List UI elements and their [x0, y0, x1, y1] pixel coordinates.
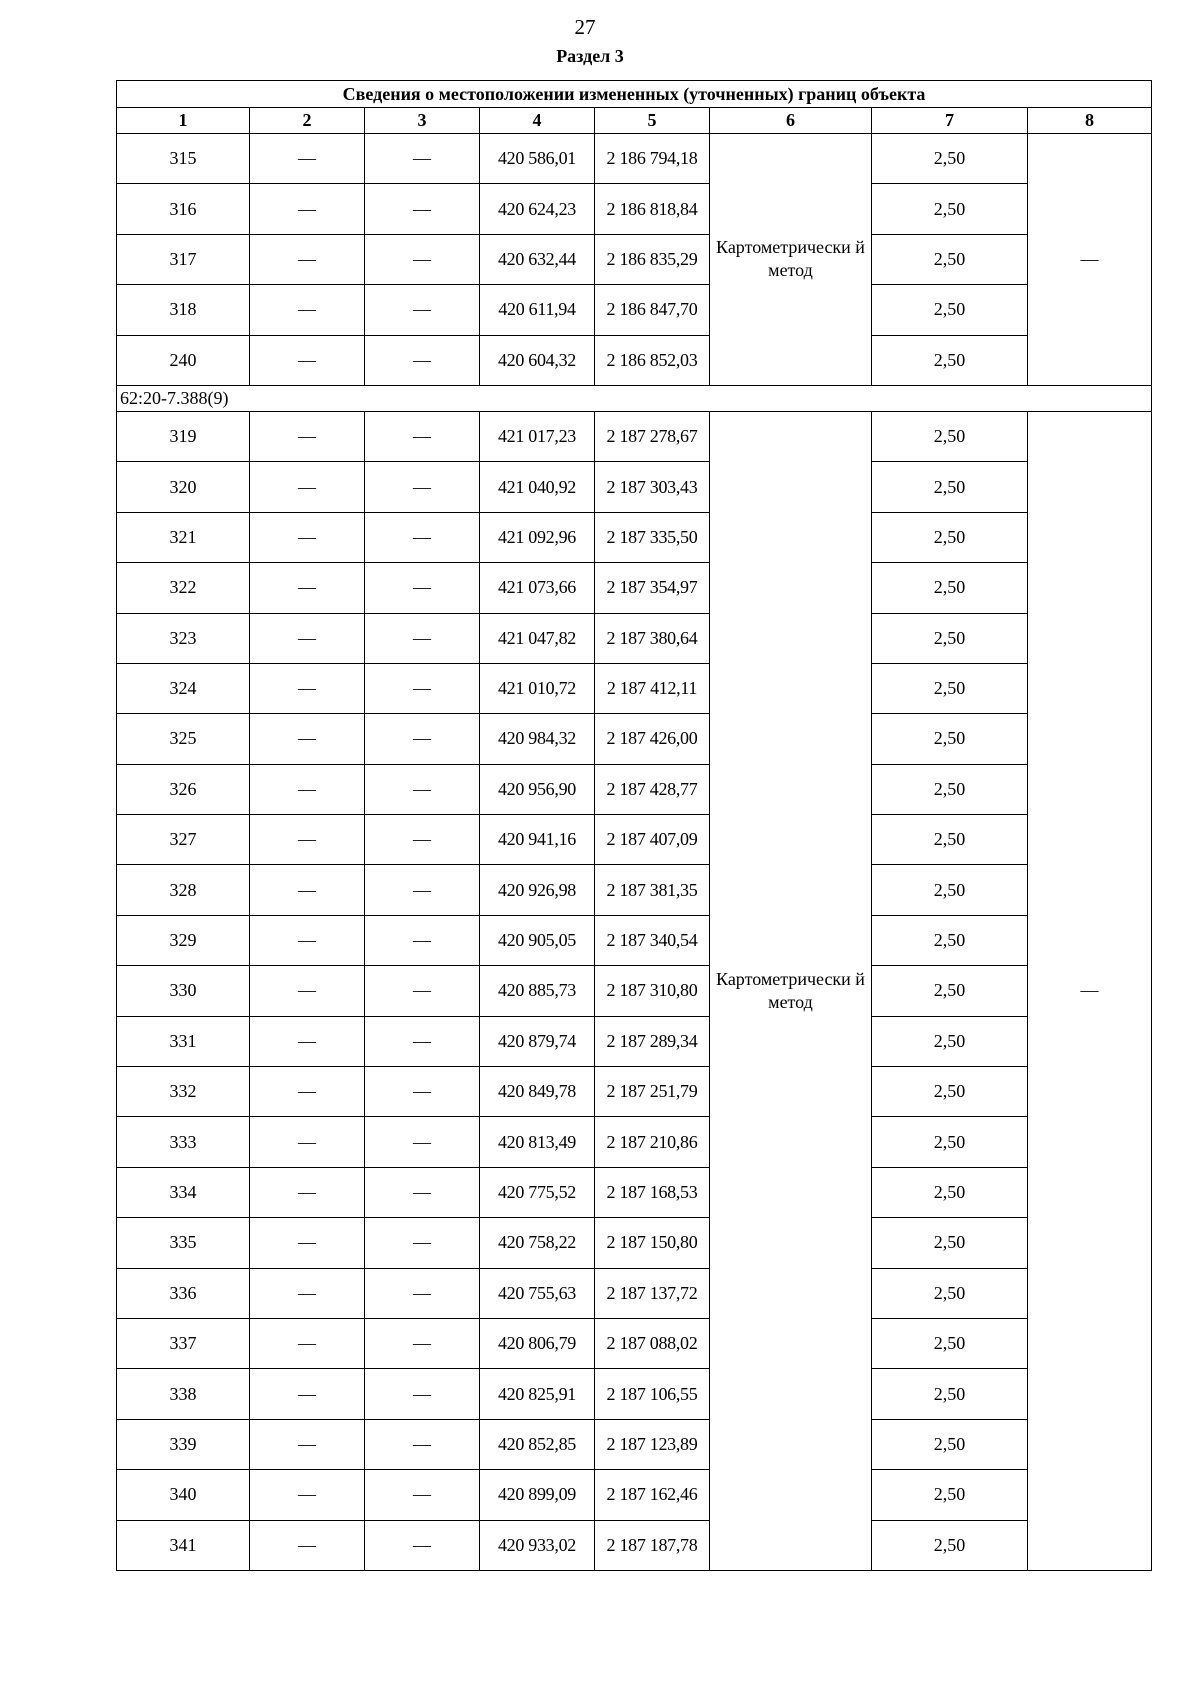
accuracy-cell: 2,50 — [872, 865, 1028, 915]
column-2-cell: — — [250, 1520, 365, 1570]
accuracy-cell: 2,50 — [872, 1318, 1028, 1368]
column-3-cell: — — [365, 1016, 480, 1066]
point-number-cell: 327 — [117, 815, 250, 865]
y-coordinate-cell: 2 187 187,78 — [595, 1520, 710, 1570]
x-coordinate-cell: 420 933,02 — [480, 1520, 595, 1570]
accuracy-cell: 2,50 — [872, 1016, 1028, 1066]
column-2-cell: — — [250, 714, 365, 764]
accuracy-cell: 2,50 — [872, 1067, 1028, 1117]
column-3-cell: — — [365, 1520, 480, 1570]
column-3-cell: — — [365, 134, 480, 184]
y-coordinate-cell: 2 187 123,89 — [595, 1419, 710, 1469]
column-3-cell: — — [365, 915, 480, 965]
method-cell: Картометрически й метод — [710, 411, 872, 1570]
column-2-cell: — — [250, 563, 365, 613]
column-3-cell: — — [365, 512, 480, 562]
table-body — [117, 134, 1152, 1571]
y-coordinate-cell: 2 186 818,84 — [595, 184, 710, 234]
accuracy-cell: 2,50 — [872, 663, 1028, 713]
x-coordinate-cell: 420 849,78 — [480, 1067, 595, 1117]
x-coordinate-cell: 420 941,16 — [480, 815, 595, 865]
y-coordinate-cell: 2 187 407,09 — [595, 815, 710, 865]
column-2-cell: — — [250, 512, 365, 562]
point-number-cell: 333 — [117, 1117, 250, 1167]
x-coordinate-cell: 420 879,74 — [480, 1016, 595, 1066]
accuracy-cell: 2,50 — [872, 234, 1028, 284]
column-2-cell: — — [250, 1117, 365, 1167]
table-row — [117, 1016, 1152, 1066]
point-number-cell: 318 — [117, 285, 250, 335]
y-coordinate-cell: 2 187 412,11 — [595, 663, 710, 713]
y-coordinate-cell: 2 187 428,77 — [595, 764, 710, 814]
column-2-cell: — — [250, 1470, 365, 1520]
group-label-row — [117, 385, 1152, 411]
accuracy-cell: 2,50 — [872, 563, 1028, 613]
column-3-cell: — — [365, 1117, 480, 1167]
table-row — [117, 915, 1152, 965]
column-2-cell: — — [250, 184, 365, 234]
table-row — [117, 234, 1152, 284]
y-coordinate-cell: 2 187 426,00 — [595, 714, 710, 764]
table-row — [117, 1470, 1152, 1520]
point-number-cell: 316 — [117, 184, 250, 234]
column-2-cell: — — [250, 1218, 365, 1268]
table-row — [117, 714, 1152, 764]
column-header: 4 — [480, 108, 595, 134]
x-coordinate-cell: 420 604,32 — [480, 335, 595, 385]
table-row — [117, 663, 1152, 713]
table-row — [117, 1318, 1152, 1368]
point-number-cell: 341 — [117, 1520, 250, 1570]
table-row — [117, 1520, 1152, 1570]
column-3-cell: — — [365, 411, 480, 461]
y-coordinate-cell: 2 187 150,80 — [595, 1218, 710, 1268]
column-2-cell: — — [250, 1369, 365, 1419]
column-2-cell: — — [250, 613, 365, 663]
method-cell: Картометрически й метод — [710, 134, 872, 386]
y-coordinate-cell: 2 187 354,97 — [595, 563, 710, 613]
point-number-cell: 317 — [117, 234, 250, 284]
point-number-cell: 329 — [117, 915, 250, 965]
x-coordinate-cell: 421 092,96 — [480, 512, 595, 562]
y-coordinate-cell: 2 187 340,54 — [595, 915, 710, 965]
x-coordinate-cell: 421 040,92 — [480, 462, 595, 512]
column-header: 1 — [117, 108, 250, 134]
table-row — [117, 613, 1152, 663]
point-number-cell: 328 — [117, 865, 250, 915]
column-3-cell: — — [365, 184, 480, 234]
boundary-coordinates-table — [116, 80, 1152, 1571]
x-coordinate-cell: 420 586,01 — [480, 134, 595, 184]
x-coordinate-cell: 420 984,32 — [480, 714, 595, 764]
column-2-cell: — — [250, 411, 365, 461]
point-number-cell: 331 — [117, 1016, 250, 1066]
y-coordinate-cell: 2 187 380,64 — [595, 613, 710, 663]
table-caption: Сведения о местоположении измененных (уточненных) границ объекта — [117, 81, 1152, 108]
column-header: 2 — [250, 108, 365, 134]
column-3-cell: — — [365, 865, 480, 915]
y-coordinate-cell: 2 186 847,70 — [595, 285, 710, 335]
table-row — [117, 764, 1152, 814]
y-coordinate-cell: 2 187 168,53 — [595, 1167, 710, 1217]
accuracy-cell: 2,50 — [872, 1117, 1028, 1167]
point-number-cell: 340 — [117, 1470, 250, 1520]
x-coordinate-cell: 420 611,94 — [480, 285, 595, 335]
table-row — [117, 966, 1152, 1016]
column-3-cell: — — [365, 764, 480, 814]
table-row — [117, 184, 1152, 234]
table-row — [117, 1419, 1152, 1469]
column-3-cell: — — [365, 1470, 480, 1520]
y-coordinate-cell: 2 187 278,67 — [595, 411, 710, 461]
y-coordinate-cell: 2 187 289,34 — [595, 1016, 710, 1066]
column-2-cell: — — [250, 335, 365, 385]
x-coordinate-cell: 420 755,63 — [480, 1268, 595, 1318]
column-3-cell: — — [365, 613, 480, 663]
column-3-cell: — — [365, 1419, 480, 1469]
column-header-row — [117, 108, 1152, 134]
accuracy-cell: 2,50 — [872, 764, 1028, 814]
point-number-cell: 338 — [117, 1369, 250, 1419]
y-coordinate-cell: 2 187 106,55 — [595, 1369, 710, 1419]
x-coordinate-cell: 421 017,23 — [480, 411, 595, 461]
y-coordinate-cell: 2 186 794,18 — [595, 134, 710, 184]
accuracy-cell: 2,50 — [872, 462, 1028, 512]
column-3-cell: — — [365, 335, 480, 385]
column-3-cell: — — [365, 1268, 480, 1318]
point-number-cell: 336 — [117, 1268, 250, 1318]
column-2-cell: — — [250, 134, 365, 184]
column-2-cell: — — [250, 1419, 365, 1469]
point-number-cell: 332 — [117, 1067, 250, 1117]
point-number-cell: 339 — [117, 1419, 250, 1469]
x-coordinate-cell: 420 775,52 — [480, 1167, 595, 1217]
point-number-cell: 337 — [117, 1318, 250, 1368]
accuracy-cell: 2,50 — [872, 411, 1028, 461]
x-coordinate-cell: 420 632,44 — [480, 234, 595, 284]
x-coordinate-cell: 421 047,82 — [480, 613, 595, 663]
point-number-cell: 330 — [117, 966, 250, 1016]
table-row — [117, 563, 1152, 613]
point-number-cell: 322 — [117, 563, 250, 613]
x-coordinate-cell: 420 956,90 — [480, 764, 595, 814]
x-coordinate-cell: 420 905,05 — [480, 915, 595, 965]
x-coordinate-cell: 421 010,72 — [480, 663, 595, 713]
x-coordinate-cell: 420 852,85 — [480, 1419, 595, 1469]
accuracy-cell: 2,50 — [872, 915, 1028, 965]
accuracy-cell: 2,50 — [872, 815, 1028, 865]
point-number-cell: 323 — [117, 613, 250, 663]
column-3-cell: — — [365, 285, 480, 335]
table-row — [117, 1369, 1152, 1419]
column-header: 7 — [872, 108, 1028, 134]
column-2-cell: — — [250, 966, 365, 1016]
column-header: 8 — [1028, 108, 1152, 134]
column-2-cell: — — [250, 815, 365, 865]
x-coordinate-cell: 420 926,98 — [480, 865, 595, 915]
point-number-cell: 325 — [117, 714, 250, 764]
group-label: 62:20-7.388(9) — [117, 385, 1152, 411]
point-number-cell: 315 — [117, 134, 250, 184]
column-2-cell: — — [250, 915, 365, 965]
accuracy-cell: 2,50 — [872, 714, 1028, 764]
y-coordinate-cell: 2 187 088,02 — [595, 1318, 710, 1368]
y-coordinate-cell: 2 187 381,35 — [595, 865, 710, 915]
accuracy-cell: 2,50 — [872, 1470, 1028, 1520]
accuracy-cell: 2,50 — [872, 335, 1028, 385]
table-row — [117, 1268, 1152, 1318]
table-row — [117, 335, 1152, 385]
column-2-cell: — — [250, 1268, 365, 1318]
column-2-cell: — — [250, 1016, 365, 1066]
column-2-cell: — — [250, 1067, 365, 1117]
table-row — [117, 411, 1152, 461]
table-row — [117, 512, 1152, 562]
point-number-cell: 319 — [117, 411, 250, 461]
table-caption-row — [117, 81, 1152, 108]
accuracy-cell: 2,50 — [872, 512, 1028, 562]
y-coordinate-cell: 2 186 852,03 — [595, 335, 710, 385]
accuracy-cell: 2,50 — [872, 285, 1028, 335]
y-coordinate-cell: 2 187 303,43 — [595, 462, 710, 512]
table-row — [117, 1218, 1152, 1268]
column-3-cell: — — [365, 1167, 480, 1217]
accuracy-cell: 2,50 — [872, 134, 1028, 184]
column-2-cell: — — [250, 663, 365, 713]
column-header: 6 — [710, 108, 872, 134]
accuracy-cell: 2,50 — [872, 1520, 1028, 1570]
table-row — [117, 865, 1152, 915]
x-coordinate-cell: 421 073,66 — [480, 563, 595, 613]
column-2-cell: — — [250, 234, 365, 284]
column-8-cell: — — [1028, 134, 1152, 386]
column-3-cell: — — [365, 234, 480, 284]
y-coordinate-cell: 2 187 137,72 — [595, 1268, 710, 1318]
accuracy-cell: 2,50 — [872, 1218, 1028, 1268]
table-row — [117, 285, 1152, 335]
accuracy-cell: 2,50 — [872, 1167, 1028, 1217]
x-coordinate-cell: 420 899,09 — [480, 1470, 595, 1520]
accuracy-cell: 2,50 — [872, 1268, 1028, 1318]
accuracy-cell: 2,50 — [872, 184, 1028, 234]
table-row — [117, 815, 1152, 865]
x-coordinate-cell: 420 758,22 — [480, 1218, 595, 1268]
accuracy-cell: 2,50 — [872, 1419, 1028, 1469]
point-number-cell: 320 — [117, 462, 250, 512]
column-3-cell: — — [365, 1218, 480, 1268]
column-3-cell: — — [365, 563, 480, 613]
table-row — [117, 1167, 1152, 1217]
point-number-cell: 240 — [117, 335, 250, 385]
column-3-cell: — — [365, 714, 480, 764]
column-3-cell: — — [365, 815, 480, 865]
x-coordinate-cell: 420 825,91 — [480, 1369, 595, 1419]
table-row — [117, 1067, 1152, 1117]
y-coordinate-cell: 2 187 210,86 — [595, 1117, 710, 1167]
point-number-cell: 334 — [117, 1167, 250, 1217]
column-3-cell: — — [365, 663, 480, 713]
accuracy-cell: 2,50 — [872, 966, 1028, 1016]
column-2-cell: — — [250, 1167, 365, 1217]
column-3-cell: — — [365, 1318, 480, 1368]
table-row — [117, 134, 1152, 184]
point-number-cell: 324 — [117, 663, 250, 713]
x-coordinate-cell: 420 813,49 — [480, 1117, 595, 1167]
table-row — [117, 1117, 1152, 1167]
x-coordinate-cell: 420 885,73 — [480, 966, 595, 1016]
x-coordinate-cell: 420 624,23 — [480, 184, 595, 234]
column-header: 3 — [365, 108, 480, 134]
column-3-cell: — — [365, 1369, 480, 1419]
y-coordinate-cell: 2 187 335,50 — [595, 512, 710, 562]
column-8-cell: — — [1028, 411, 1152, 1570]
point-number-cell: 321 — [117, 512, 250, 562]
accuracy-cell: 2,50 — [872, 613, 1028, 663]
point-number-cell: 335 — [117, 1218, 250, 1268]
column-3-cell: — — [365, 1067, 480, 1117]
y-coordinate-cell: 2 187 310,80 — [595, 966, 710, 1016]
accuracy-cell: 2,50 — [872, 1369, 1028, 1419]
column-3-cell: — — [365, 462, 480, 512]
y-coordinate-cell: 2 187 251,79 — [595, 1067, 710, 1117]
column-header: 5 — [595, 108, 710, 134]
column-2-cell: — — [250, 764, 365, 814]
column-2-cell: — — [250, 1318, 365, 1368]
column-3-cell: — — [365, 966, 480, 1016]
point-number-cell: 326 — [117, 764, 250, 814]
y-coordinate-cell: 2 186 835,29 — [595, 234, 710, 284]
section-title: Раздел 3 — [556, 46, 624, 66]
page-number: 27 — [574, 15, 596, 39]
column-2-cell: — — [250, 865, 365, 915]
column-2-cell: — — [250, 285, 365, 335]
y-coordinate-cell: 2 187 162,46 — [595, 1470, 710, 1520]
column-2-cell: — — [250, 462, 365, 512]
table-row — [117, 462, 1152, 512]
x-coordinate-cell: 420 806,79 — [480, 1318, 595, 1368]
